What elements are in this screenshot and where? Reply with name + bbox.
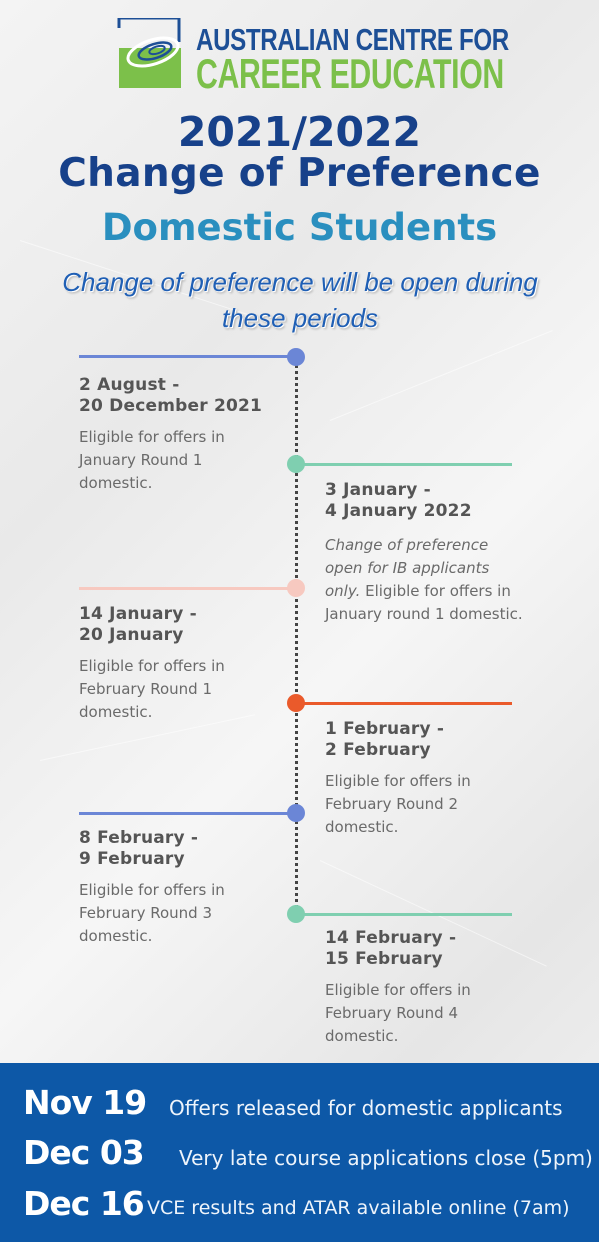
- timeline-entry-6: [325, 928, 540, 1048]
- key-date-text: Offers released for domestic applicants: [169, 1096, 563, 1120]
- key-date: Dec 03: [23, 1133, 144, 1172]
- timeline-entry-4: [325, 719, 540, 839]
- key-date-text: VCE results and ATAR available online (7am): [147, 1197, 570, 1219]
- entry-description: Eligible for offers in February Round 3 domestic.: [79, 881, 225, 945]
- entry-date: 14 February - 15 February: [325, 928, 457, 969]
- key-dates-footer: [0, 1063, 599, 1242]
- page-title: Change of Preference: [58, 151, 541, 196]
- acce-logo: [117, 15, 509, 97]
- key-date: Nov 19: [23, 1083, 147, 1122]
- timeline-connector-3: [79, 587, 296, 590]
- header-year: 2021/2022: [177, 108, 422, 156]
- timeline-dot-5: [287, 804, 305, 822]
- timeline-connector-2: [296, 463, 512, 466]
- entry-description: Eligible for offers in February Round 4 domestic.: [325, 981, 471, 1045]
- timeline-connector-4: [296, 702, 512, 705]
- entry-description-italic: Change of preference open for IB applicants only.: [325, 536, 490, 600]
- timeline-entry-3: [79, 604, 294, 724]
- timeline-entry-5: [79, 828, 294, 948]
- paper-texture: [330, 330, 553, 421]
- timeline-dot-3: [287, 579, 305, 597]
- acce-swirl-logo-icon: [117, 18, 183, 88]
- entry-description: Change of preference open for IB applicants only. Eligible for offers in January round 1 domestic.: [325, 536, 523, 623]
- intro-text: Change of preference will be open during these periods: [62, 267, 538, 333]
- entry-description: Eligible for offers in January Round 1 domestic.: [79, 428, 225, 492]
- timeline-dot-1: [287, 348, 305, 366]
- entry-date: 8 February - 9 February: [79, 828, 199, 869]
- entry-description: Eligible for offers in February Round 2 domestic.: [325, 772, 471, 836]
- timeline-connector-1: [79, 355, 296, 358]
- logo-text-line2: CAREER EDUCATION: [196, 50, 504, 97]
- entry-date: 3 January - 4 January 2022: [325, 480, 472, 521]
- key-date-text: Very late course applications close (5pm): [179, 1146, 593, 1170]
- key-date: Dec 16: [23, 1184, 144, 1223]
- entry-description: Eligible for offers in February Round 1 domestic.: [79, 657, 225, 721]
- timeline-spine: [295, 358, 298, 914]
- entry-date: 2 August - 20 December 2021: [79, 375, 263, 416]
- timeline-connector-5: [79, 812, 296, 815]
- entry-date: 14 January - 20 January: [79, 604, 197, 645]
- timeline-connector-6: [296, 913, 512, 916]
- entry-date: 1 February - 2 February: [325, 719, 445, 760]
- page-subtitle: Domestic Students: [101, 206, 498, 249]
- timeline-entry-2: [325, 480, 540, 626]
- logo-text-line1: AUSTRALIAN CENTRE FOR: [196, 22, 509, 57]
- timeline-entry-1: [79, 375, 294, 495]
